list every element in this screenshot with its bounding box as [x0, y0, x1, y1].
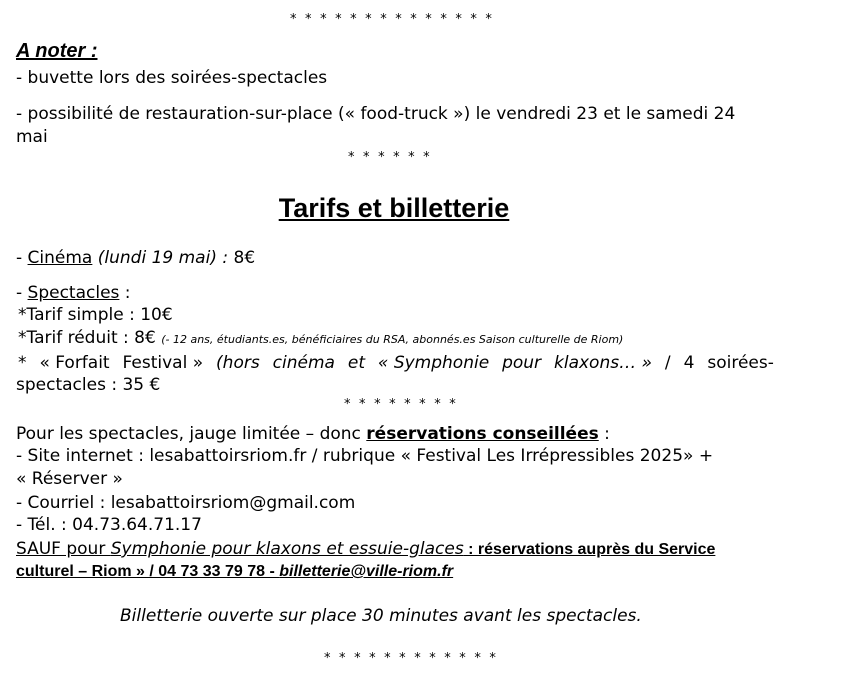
forfait-line — [18, 353, 774, 373]
spectacles-line — [16, 283, 131, 303]
section-title: Tarifs et billetterie — [278, 193, 510, 223]
forfait-word: et — [347, 353, 365, 373]
spectacles-label: Spectacles — [27, 283, 120, 303]
site-internet-line-2: « Réserver » — [16, 469, 123, 489]
cinema-price: 8€ — [233, 248, 256, 268]
sauf-symphonie: Symphonie pour klaxons et essuie-glaces — [110, 539, 464, 559]
cinema-dash: - — [16, 248, 28, 268]
note-heading: A noter : — [16, 40, 98, 62]
forfait-word: * — [18, 353, 27, 373]
stars-top: * * * * * * * * * * * * * * — [290, 12, 495, 27]
reservation-intro-text: Pour les spectacles, jauge limitée – donc — [16, 424, 367, 444]
reservation-intro-colon: : — [598, 424, 610, 444]
forfait-word: « Forfait — [39, 353, 110, 373]
forfait-word: (hors — [216, 353, 260, 373]
reservation-intro — [16, 424, 610, 444]
sauf-line-2 — [16, 563, 453, 581]
tarif-reduit-line — [18, 328, 623, 348]
forfait-word: Festival » — [122, 353, 204, 373]
forfait-line-2: spectacles : 35 € — [16, 375, 161, 395]
note-line-mai: mai — [16, 127, 48, 147]
forfait-word: pour — [502, 353, 542, 373]
billetterie-note: Billetterie ouverte sur place 30 minutes avant les spectacles. — [120, 606, 642, 626]
sauf-line — [16, 539, 715, 559]
forfait-word: 4 — [683, 353, 695, 373]
sauf-service: : réservations auprès du Service — [463, 541, 716, 558]
courriel-line: - Courriel : lesabattoirsriom@gmail.com — [16, 493, 356, 513]
stars-after-note: * * * * * * — [348, 150, 432, 165]
forfait-word: cinéma — [272, 353, 335, 373]
sauf-culturel: culturel – Riom » / 04 73 33 79 78 - — [16, 563, 280, 580]
cinema-line — [16, 248, 255, 268]
note-line-restauration: - possibilité de restauration-sur-place (« food-truck ») le vendredi 23 et le samedi 24 — [16, 104, 736, 124]
reservation-conseillees: réservations conseillées — [366, 424, 599, 444]
forfait-word: / — [664, 353, 671, 373]
cinema-date: (lundi 19 mai) : — [92, 248, 234, 268]
stars-middle: * * * * * * * * — [344, 397, 458, 412]
billetterie-email: billetterie@ville-riom.fr — [279, 563, 454, 580]
stars-bottom: * * * * * * * * * * * * — [324, 651, 499, 666]
spectacles-colon: : — [119, 283, 131, 303]
note-line-buvette: - buvette lors des soirées-spectacles — [16, 68, 328, 88]
tarif-simple: *Tarif simple : 10€ — [18, 305, 173, 325]
tarif-reduit: *Tarif réduit : 8€ — [18, 328, 162, 348]
sauf-label: SAUF pour — [16, 539, 111, 559]
spectacles-dash: - — [16, 283, 28, 303]
cinema-label: Cinéma — [27, 248, 93, 268]
forfait-word: klaxons… » — [554, 353, 652, 373]
forfait-word: soirées- — [707, 353, 774, 373]
site-internet-line: - Site internet : lesabattoirsriom.fr / rubrique « Festival Les Irrépressibles 2025» + — [16, 446, 714, 466]
tarif-reduit-note: (- 12 ans, étudiants.es, bénéficiaires du RSA, abonnés.es Saison culturelle de Riom) — [161, 333, 624, 346]
forfait-word: « Symphonie — [377, 353, 490, 373]
tel-line: - Tél. : 04.73.64.71.17 — [16, 515, 202, 535]
